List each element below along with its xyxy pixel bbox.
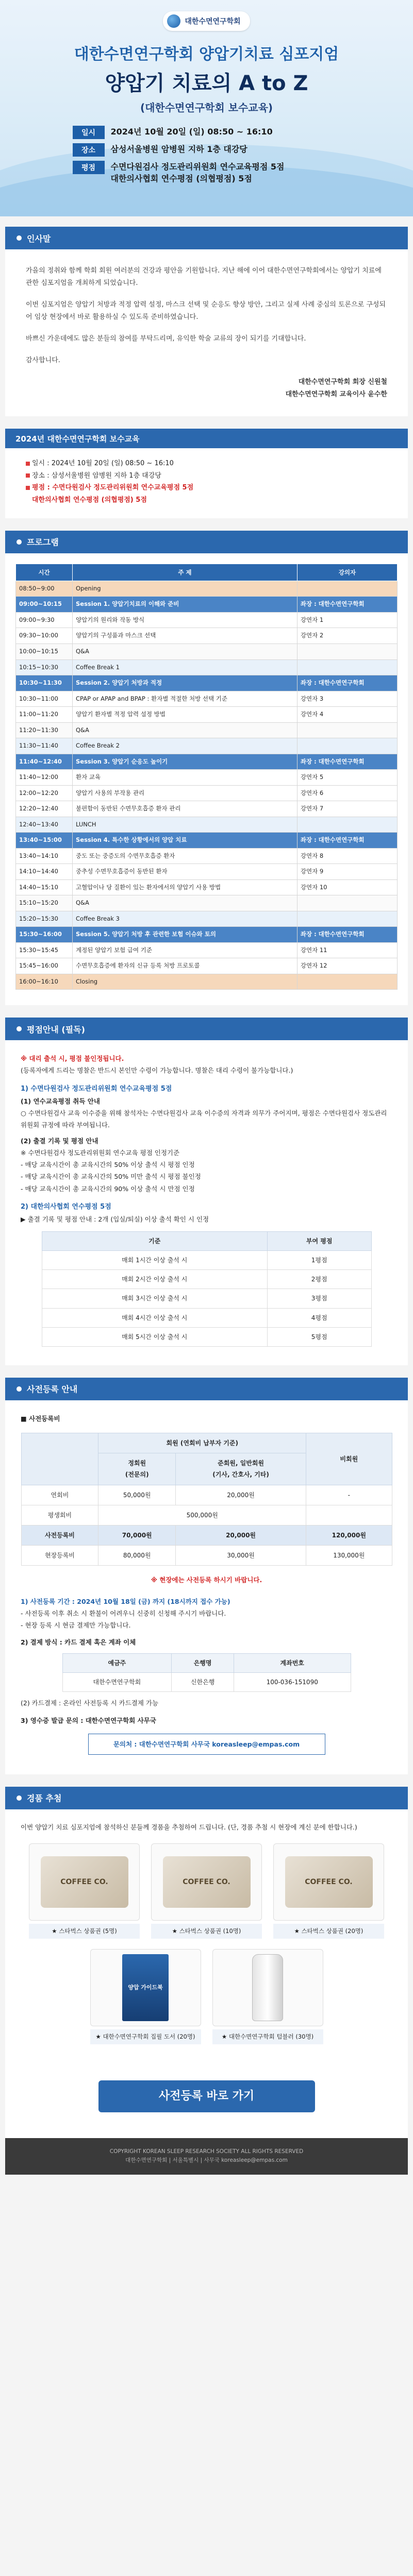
program-speaker: 좌장 : 대한수면연구학회 <box>297 597 397 613</box>
program-speaker <box>297 817 397 833</box>
table-row: 매회 4시간 이상 출석 시 4평점 <box>42 1308 371 1327</box>
hero-subtitle: (대한수면연구학회 보수교육) <box>140 101 273 114</box>
gift-label: ★ 대한수면연구학회 텀블러 (30명) <box>212 2029 323 2044</box>
bullet-icon <box>16 539 22 545</box>
program-speaker: 좌장 : 대한수면연구학회 <box>297 833 397 849</box>
program-speaker <box>297 659 397 675</box>
program-speaker <box>297 895 397 911</box>
col-header: 회원 (연회비 납부자 기준) <box>98 1433 306 1453</box>
credit-text: ※ 수면다원검사 정도관리위원회 연수교육 평점 인정기준 <box>21 1149 180 1157</box>
program-time: 11:30~11:40 <box>16 738 73 754</box>
program-row <box>16 817 398 833</box>
program-time: 10:15~10:30 <box>16 659 73 675</box>
col-header: 비회원 <box>306 1433 392 1485</box>
gift-item <box>29 1843 140 1939</box>
program-time: 12:00~12:20 <box>16 785 73 801</box>
gift-item <box>90 1949 201 2044</box>
program-time: 12:20~12:40 <box>16 801 73 817</box>
program-row <box>16 597 398 613</box>
greeting-paragraph: 가을의 정취와 함께 학회 회원 여러분의 건강과 평안을 기원합니다. 지난 해에 이어 대한수면연구학회에서는 양압기 치료에 관한 심포지엄을 개최하게 되었습니다. <box>26 267 382 287</box>
table-row: 사전등록비 70,000원 20,000원 120,000원 <box>21 1526 392 1546</box>
program-speaker: 강연자 10 <box>297 879 397 895</box>
program-time: 16:00~16:10 <box>16 974 73 990</box>
credit-note: ※ 대리 출석 시, 평점 불인정됩니다. <box>21 1055 124 1063</box>
bullet-icon <box>16 235 22 241</box>
program-row <box>16 895 398 911</box>
signature <box>26 376 387 401</box>
bullet-icon <box>16 1026 22 1031</box>
contact-email-link[interactable]: 문의처 : 대한수면연구학회 사무국 koreasleep@empas.com <box>88 1734 325 1755</box>
summary-section <box>5 448 408 518</box>
program-topic: Coffee Break 2 <box>73 738 298 754</box>
gift-label: ★ 스타벅스 상품권 (5명) <box>29 1924 140 1939</box>
program-topic: 불편함이 동반된 수면무호흡증 환자 관리 <box>73 801 298 817</box>
program-speaker: 강연자 9 <box>297 864 397 880</box>
section-header-event <box>5 1787 408 1809</box>
book-icon: 양압 가이드북 <box>122 1954 169 2021</box>
program-speaker <box>297 581 397 597</box>
fees-section <box>5 1400 408 1774</box>
program-time: 11:40~12:00 <box>16 770 73 786</box>
col-header: 시간 <box>16 564 73 581</box>
program-topic: Coffee Break 3 <box>73 911 298 927</box>
program-topic: Session 5. 양압기 처방 후 관련한 보험 이슈와 토의 <box>73 927 298 943</box>
program-row <box>16 722 398 738</box>
program-row <box>16 911 398 927</box>
footer-line: COPYRIGHT KOREAN SLEEP RESEARCH SOCIETY ALL RIGHTS RESERVED <box>109 2148 304 2155</box>
program-row <box>16 864 398 880</box>
info-row-place <box>73 143 341 157</box>
program-topic: Session 1. 양압기치료의 이해와 준비 <box>73 597 298 613</box>
program-row <box>16 691 398 707</box>
program-row <box>16 707 398 723</box>
program-time: 10:30~11:00 <box>16 691 73 707</box>
program-time: 11:40~12:40 <box>16 754 73 770</box>
deadline-text: 1) 사전등록 기간 : 2024년 10월 18일 (금) 까지 (18시까지 접수 가능) <box>21 1597 230 1605</box>
coupon-icon: COFFEE CO. <box>285 1856 373 1908</box>
coupon-icon: COFFEE CO. <box>163 1856 251 1908</box>
program-time: 12:40~13:40 <box>16 817 73 833</box>
contact-text: 3) 영수증 발급 문의 : 대한수면연구학회 사무국 <box>21 1716 156 1724</box>
bank-table: 예금주 은행명 계좌번호 대한수면연구학회 신한은행 100-036-151090 <box>62 1653 351 1692</box>
square-icon <box>26 473 30 478</box>
program-row <box>16 958 398 974</box>
table-row: 매회 5시간 이상 출석 시 5평점 <box>42 1327 371 1346</box>
section-title: 인사말 <box>27 233 51 244</box>
program-speaker: 강연자 8 <box>297 848 397 864</box>
program-speaker: 좌장 : 대한수면연구학회 <box>297 927 397 943</box>
section-title: 프로그램 <box>27 537 59 548</box>
program-speaker: 강연자 3 <box>297 691 397 707</box>
program-topic: 고혈압이나 당 질환이 있는 환자에서의 양압기 사용 방법 <box>73 879 298 895</box>
hero-title-line1: 대한수면연구학회 양압기치료 심포지엄 <box>74 45 339 63</box>
pay-text: 2) 결제 방식 : 카드 결제 혹은 계좌 이체 <box>21 1638 136 1646</box>
program-row <box>16 628 398 644</box>
table-row: 매회 1시간 이상 출석 시 1평점 <box>42 1251 371 1270</box>
event-section <box>5 1809 408 2060</box>
section-header-fees <box>5 1378 408 1400</box>
gift-label: ★ 스타벅스 상품권 (20명) <box>273 1924 384 1939</box>
program-time: 15:30~16:00 <box>16 927 73 943</box>
program-time: 10:00~10:15 <box>16 644 73 660</box>
col-header: 기준 <box>42 1231 267 1250</box>
program-table <box>15 564 398 990</box>
credit-note: (등록자에게 드리는 명찰은 반드시 본인만 수령이 가능합니다. 명찰은 대리 수령이 불가능합니다.) <box>21 1066 293 1075</box>
program-topic: Coffee Break 1 <box>73 659 298 675</box>
program-speaker: 강연자 5 <box>297 770 397 786</box>
register-button[interactable]: 사전등록 바로 가기 <box>98 2080 315 2112</box>
program-time: 15:20~15:30 <box>16 911 73 927</box>
greeting-section <box>5 249 408 416</box>
program-topic: 수면무호흡증에 환자의 신규 등록 처방 프로토콜 <box>73 958 298 974</box>
footer <box>5 2138 408 2175</box>
col-header: 부여 평점 <box>267 1231 371 1250</box>
summary-row: 평점 : 수면다원검사 정도관리위원회 연수교육평점 5점 <box>26 482 387 494</box>
bullet-icon <box>16 1795 22 1801</box>
section-title: 경품 추첨 <box>27 1793 62 1804</box>
card-text: (2) 카드결제 : 온라인 사전등록 시 카드결제 가능 <box>21 1699 159 1707</box>
section-title: 평점안내 (필독) <box>27 1024 85 1035</box>
program-time: 15:30~15:45 <box>16 942 73 958</box>
col-header: 주 제 <box>73 564 298 581</box>
program-time: 13:40~14:10 <box>16 848 73 864</box>
program-time: 11:20~11:30 <box>16 722 73 738</box>
col-header <box>21 1433 98 1485</box>
signature-line: 대한수면연구학회 회장 신원철 <box>298 378 387 386</box>
deadline-item: - 사전등록 이후 취소 시 환불이 어려우니 신중히 신청해 주시기 바랍니다. <box>21 1609 226 1617</box>
program-row <box>16 612 398 628</box>
section-header-greeting <box>5 227 408 249</box>
program-topic: Q&A <box>73 644 298 660</box>
gift-label: ★ 대한수면연구학회 집필 도서 (20명) <box>90 2029 201 2044</box>
program-speaker: 강연자 11 <box>297 942 397 958</box>
credit-text: ○ 수면다원검사 교육 이수증을 위해 참석자는 수면다원검사 교육 이수증의 자격과 의무가 주어지며, 평점은 수면다원검사 정도관리위원회 규정에 따라 부여됩니다. <box>21 1109 387 1129</box>
program-row <box>16 927 398 943</box>
info-value: 수면다원검사 정도관리위원회 연수교육평점 5점 대한의사협회 연수평점 (의협평점) 5점 <box>110 162 285 184</box>
program-row <box>16 644 398 660</box>
program-row <box>16 942 398 958</box>
event-text: 이번 양압기 치료 심포지엄에 참석하신 분들께 경품을 추첨하여 드립니다. (단, 경품 추첨 시 현장에 계신 분에 한합니다.) <box>21 1823 357 1831</box>
credit-item-title: 1) 수면다원검사 정도관리위원회 연수교육평점 5점 <box>21 1084 172 1093</box>
hero-title-line2: 양압기 치료의 A to Z <box>105 72 308 95</box>
program-topic: LUNCH <box>73 817 298 833</box>
program-topic: 중추성 수면무호흡증이 동반된 환자 <box>73 864 298 880</box>
gift-item <box>212 1949 323 2044</box>
program-row <box>16 675 398 691</box>
event-info <box>73 126 341 184</box>
program-time: 14:10~14:40 <box>16 864 73 880</box>
info-tag: 평점 <box>73 161 105 174</box>
gift-row <box>21 1949 392 2044</box>
program-speaker <box>297 644 397 660</box>
summary-title: 2024년 대한수면연구학회 보수교육 <box>15 434 140 444</box>
gift-label: ★ 스타벅스 상품권 (10명) <box>151 1924 262 1939</box>
program-speaker: 강연자 6 <box>297 785 397 801</box>
credit-list-item: - 매당 교육시간이 총 교육시간의 90% 이상 출석 시 만점 인정 <box>21 1184 195 1193</box>
summary-row: 일시 : 2024년 10월 20일 (일) 08:50 ~ 16:10 <box>26 457 387 469</box>
program-topic: Closing <box>73 974 298 990</box>
square-icon <box>26 486 30 490</box>
program-topic: 중도 또는 중증도의 수면무호흡증 환자 <box>73 848 298 864</box>
program-speaker: 강연자 12 <box>297 958 397 974</box>
program-topic: 계정된 양압기 보험 급여 기준 <box>73 942 298 958</box>
program-speaker <box>297 911 397 927</box>
program-topic: Q&A <box>73 895 298 911</box>
program-topic: 양압기의 구성품과 마스크 선택 <box>73 628 298 644</box>
hero-banner <box>0 0 413 216</box>
program-row <box>16 659 398 675</box>
program-row <box>16 754 398 770</box>
credit-sub: (1) 연수교육평점 취득 안내 <box>21 1097 100 1105</box>
program-time: 11:00~11:20 <box>16 707 73 723</box>
credit-section <box>5 1040 408 1365</box>
logo-text: 대한수면연구학회 <box>185 18 241 26</box>
program-row <box>16 738 398 754</box>
square-icon <box>26 462 30 466</box>
society-logo <box>163 11 250 31</box>
bullet-icon <box>16 1386 22 1392</box>
info-value: 2024년 10월 20일 (일) 08:50 ~ 16:10 <box>110 127 273 137</box>
program-topic: Session 2. 양압기 처방과 적정 <box>73 675 298 691</box>
greeting-paragraph: 이번 심포지엄은 양압기 처방과 적정 압력 설정, 마스크 선택 및 순응도 향상 방안, 그리고 실제 사례 중심의 토론으로 구성되어 임상 현장에서 바로 활용하실 수 있도록 준비하였습니다. <box>26 301 386 321</box>
credit-sub: (2) 출결 기록 및 평점 안내 <box>21 1137 98 1145</box>
credit-text: ▶ 출결 기록 및 평점 안내 : 2개 (입실/퇴실) 이상 출석 확인 시 인정 <box>21 1215 209 1223</box>
summary-row: 장소 : 삼성서울병원 암병원 지하 1층 대강당 <box>26 470 387 482</box>
program-time: 09:00~10:15 <box>16 597 73 613</box>
program-time: 15:10~15:20 <box>16 895 73 911</box>
table-row: 매회 3시간 이상 출석 시 3평점 <box>42 1289 371 1308</box>
program-time: 08:50~9:00 <box>16 581 73 597</box>
table-row: 연회비 50,000원 20,000원 - <box>21 1485 392 1505</box>
program-time: 13:40~15:00 <box>16 833 73 849</box>
program-row <box>16 879 398 895</box>
footer-line: 대한수면연구학회 | 서울특별시 | 사무국 koreasleep@empas.com <box>125 2157 288 2164</box>
credit-item-title: 2) 대한의사협회 연수평점 5점 <box>21 1202 111 1211</box>
col-header: 정회원 (전문의) <box>98 1453 176 1485</box>
program-speaker: 강연자 4 <box>297 707 397 723</box>
program-row <box>16 974 398 990</box>
program-row <box>16 848 398 864</box>
program-speaker: 강연자 7 <box>297 801 397 817</box>
table-row: 현장등록비 80,000원 30,000원 130,000원 <box>21 1546 392 1566</box>
deadline-item: - 현장 등록 시 현금 결제만 가능합니다. <box>21 1621 131 1629</box>
program-section <box>5 553 408 1005</box>
summary-row: 대한의사협회 연수평점 (의협평점) 5점 <box>32 496 147 504</box>
program-topic: Session 4. 특수한 상황에서의 양압 치료 <box>73 833 298 849</box>
program-row <box>16 785 398 801</box>
program-speaker: 강연자 2 <box>297 628 397 644</box>
info-tag: 일시 <box>73 126 105 139</box>
program-time: 15:45~16:00 <box>16 958 73 974</box>
program-speaker <box>297 974 397 990</box>
col-header: 준회원, 일반회원 (기사, 간호사, 기타) <box>176 1453 306 1485</box>
program-time: 14:40~15:10 <box>16 879 73 895</box>
table-row: 대한수면연구학회 신한은행 100-036-151090 <box>62 1673 351 1692</box>
summary-bar <box>5 429 408 448</box>
gift-row <box>21 1843 392 1939</box>
program-topic: 양압기 사용의 부작용 관리 <box>73 785 298 801</box>
credit-list-item: - 매당 교육시간이 총 교육시간의 50% 미만 출석 시 평점 불인정 <box>21 1173 201 1181</box>
program-topic: 환자 교육 <box>73 770 298 786</box>
section-header-credit <box>5 1018 408 1040</box>
program-time: 10:30~11:30 <box>16 675 73 691</box>
program-topic: 양압기의 원리와 작동 방식 <box>73 612 298 628</box>
program-row <box>16 833 398 849</box>
program-row <box>16 770 398 786</box>
gift-item <box>273 1843 384 1939</box>
coupon-icon: COFFEE CO. <box>41 1856 128 1908</box>
credit-table <box>42 1231 372 1347</box>
col-header: 강의자 <box>297 564 397 581</box>
tumbler-icon <box>252 1954 283 2021</box>
logo-icon <box>167 14 180 28</box>
program-topic: Opening <box>73 581 298 597</box>
program-time: 09:00~9:30 <box>16 612 73 628</box>
fee-table <box>21 1433 392 1566</box>
program-speaker: 좌장 : 대한수면연구학회 <box>297 675 397 691</box>
program-speaker: 좌장 : 대한수면연구학회 <box>297 754 397 770</box>
program-topic: CPAP or APAP and BPAP : 환자별 적절한 처방 선택 기준 <box>73 691 298 707</box>
program-row <box>16 801 398 817</box>
info-row-credit <box>73 161 341 184</box>
section-title: 사전등록 안내 <box>27 1384 78 1395</box>
info-tag: 장소 <box>73 143 105 157</box>
program-speaker <box>297 738 397 754</box>
program-speaker: 강연자 1 <box>297 612 397 628</box>
program-topic: Q&A <box>73 722 298 738</box>
credit-list-item: - 매당 교육시간이 총 교육시간의 50% 이상 출석 시 평점 인정 <box>21 1161 195 1169</box>
gift-item <box>151 1843 262 1939</box>
info-value: 삼성서울병원 암병원 지하 1층 대강당 <box>110 144 247 154</box>
signature-line: 대한수면연구학회 교육이사 윤수한 <box>285 391 387 399</box>
program-row <box>16 581 398 597</box>
table-row: 매회 2시간 이상 출석 시 2평점 <box>42 1270 371 1289</box>
fees-subtitle: ■ 사전등록비 <box>21 1414 60 1422</box>
table-row: 평생회비 500,000원 <box>21 1505 392 1525</box>
section-header-program <box>5 531 408 553</box>
cta-area <box>5 2060 408 2138</box>
program-topic: 양압기 환자별 적정 압력 설정 방법 <box>73 707 298 723</box>
info-row-date <box>73 126 341 139</box>
greeting-paragraph: 바쁘신 가운데에도 많은 분들의 참여를 부탁드리며, 유익한 학술 교류의 장이 되기를 기대합니다. <box>26 335 306 343</box>
program-topic: Session 3. 양압기 순응도 높이기 <box>73 754 298 770</box>
program-time: 09:30~10:00 <box>16 628 73 644</box>
fees-notice: ※ 현장에는 사전등록 하시기 바랍니다. <box>151 1576 262 1584</box>
greeting-thanks: 감사합니다. <box>26 357 60 365</box>
program-speaker <box>297 722 397 738</box>
